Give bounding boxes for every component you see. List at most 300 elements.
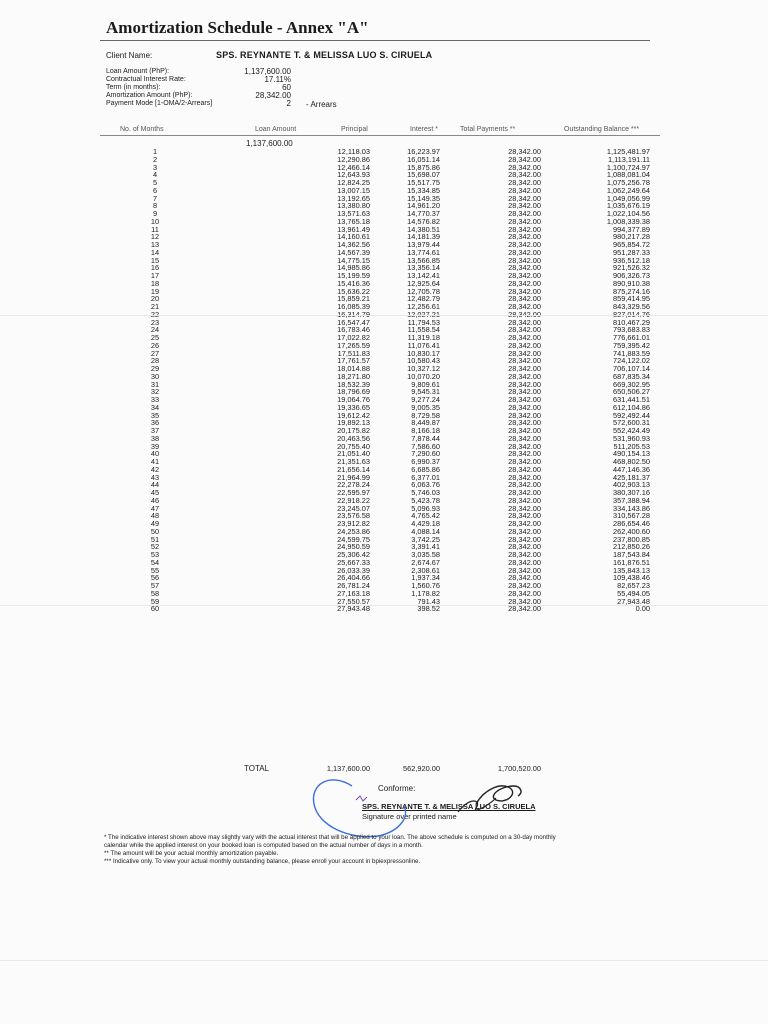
totals-principal: 1,137,600.00 <box>326 764 370 773</box>
row-interest: 8,729.58 <box>411 410 440 420</box>
row-balance: 994,377.89 <box>613 224 650 234</box>
row-balance: 237,800.85 <box>613 534 650 544</box>
row-total-payment: 28,342.00 <box>508 224 541 234</box>
row-total-payment: 28,342.00 <box>508 395 541 404</box>
row-balance: 706,107.14 <box>613 364 650 373</box>
row-total-payment: 28,342.00 <box>508 596 541 606</box>
row-interest: 16,223.97 <box>407 147 440 156</box>
row-interest: 7,586.60 <box>411 441 440 451</box>
row-principal: 13,961.49 <box>337 224 370 234</box>
row-month: 35 <box>150 410 160 420</box>
row-balance: 759,395.42 <box>613 340 650 350</box>
row-month: 57 <box>150 581 160 590</box>
row-total-payment: 28,342.00 <box>508 604 541 614</box>
row-interest: 15,149.35 <box>407 193 440 203</box>
row-principal: 13,380.80 <box>337 201 370 211</box>
row-balance: 921,526.32 <box>613 263 650 273</box>
row-interest: 11,794.53 <box>407 317 440 327</box>
row-interest: 12,482.79 <box>407 294 440 304</box>
row-balance: 135,843.13 <box>613 565 650 575</box>
row-total-payment: 28,342.00 <box>508 557 541 567</box>
row-interest: 13,566.85 <box>407 255 440 265</box>
row-interest: 6,063.76 <box>411 480 440 490</box>
row-interest: 4,765.42 <box>411 511 440 521</box>
row-balance: 906,326.73 <box>613 271 650 280</box>
row-balance: 531,960.93 <box>613 433 650 443</box>
header-outstanding-balance: Outstanding Balance *** <box>564 126 640 133</box>
row-month: 22 <box>150 309 160 319</box>
row-total-payment: 28,342.00 <box>508 495 541 505</box>
row-balance: 859,414.95 <box>613 294 650 304</box>
row-total-payment: 28,342.00 <box>508 201 541 211</box>
row-total-payment: 28,342.00 <box>508 247 541 257</box>
row-interest: 8,166.18 <box>411 426 440 435</box>
row-month: 32 <box>150 387 160 397</box>
row-total-payment: 28,342.00 <box>508 410 541 420</box>
row-principal: 16,547.47 <box>337 317 370 327</box>
info-label: Amortization Amount (PhP): <box>106 92 193 99</box>
row-total-payment: 28,342.00 <box>508 550 541 559</box>
row-principal: 22,595.97 <box>337 488 370 497</box>
row-balance: 82,657.23 <box>617 581 650 590</box>
row-balance: 612,104.86 <box>613 402 650 412</box>
row-balance: 334,143.86 <box>613 503 650 513</box>
row-total-payment: 28,342.00 <box>508 379 541 389</box>
row-interest: 398.52 <box>417 604 440 614</box>
row-interest: 12,705.78 <box>407 286 440 296</box>
row-interest: 3,742.25 <box>411 534 440 544</box>
row-principal: 26,033.39 <box>337 565 370 575</box>
row-principal: 20,463.56 <box>337 433 370 443</box>
row-balance: 1,022,104.56 <box>606 209 650 218</box>
row-month: 48 <box>150 511 160 521</box>
totals-payments: 1,700,520.00 <box>497 764 541 773</box>
row-principal: 24,599.75 <box>337 534 370 544</box>
row-balance: 1,035,676.19 <box>606 201 650 211</box>
row-interest: 9,545.31 <box>411 387 440 397</box>
row-month: 54 <box>150 557 160 567</box>
row-total-payment: 28,342.00 <box>508 232 541 242</box>
row-balance: 55,494.05 <box>617 588 650 598</box>
row-interest: 10,580.43 <box>407 356 440 366</box>
row-balance: 965,854.72 <box>613 240 650 249</box>
row-principal: 13,007.15 <box>337 185 370 195</box>
row-balance: 687,835.34 <box>613 371 650 381</box>
row-month: 24 <box>150 325 160 335</box>
row-total-payment: 28,342.00 <box>508 565 541 575</box>
row-principal: 23,912.82 <box>337 519 370 528</box>
header-interest: Interest * <box>410 126 439 133</box>
row-interest: 9,005.35 <box>411 402 440 412</box>
row-total-payment: 28,342.00 <box>508 170 541 180</box>
row-total-payment: 28,342.00 <box>508 286 541 296</box>
row-total-payment: 28,342.00 <box>508 185 541 195</box>
row-principal: 21,051.40 <box>337 449 370 459</box>
row-total-payment: 28,342.00 <box>508 302 541 311</box>
row-month: 23 <box>150 317 160 327</box>
row-interest: 3,391.41 <box>411 542 440 552</box>
row-principal: 17,761.57 <box>337 356 370 366</box>
row-balance: 262,400.60 <box>613 526 650 536</box>
row-total-payment: 28,342.00 <box>508 255 541 265</box>
row-principal: 17,265.59 <box>337 340 370 350</box>
row-principal: 23,245.07 <box>337 503 370 513</box>
row-principal: 18,014.88 <box>337 364 370 373</box>
row-total-payment: 28,342.00 <box>508 371 541 381</box>
row-balance: 490,154.13 <box>613 449 650 459</box>
row-balance: 936,512.18 <box>613 255 650 265</box>
row-interest: 10,327.12 <box>407 364 440 373</box>
client-name-value: SPS. REYNANTE T. & MELISSA LUO S. CIRUELA <box>216 50 433 60</box>
row-month: 16 <box>150 263 160 273</box>
row-month: 45 <box>150 488 160 497</box>
row-interest: 2,308.61 <box>411 565 440 575</box>
row-principal: 22,278.24 <box>337 480 370 490</box>
row-balance: 1,113,191.11 <box>607 154 650 164</box>
row-balance: 511,205.53 <box>613 441 650 451</box>
row-balance: 1,125,481.97 <box>606 147 650 156</box>
row-principal: 13,571.63 <box>337 209 370 218</box>
row-principal: 26,781.24 <box>337 581 370 590</box>
row-balance: 810,467.29 <box>613 317 650 327</box>
row-balance: 380,307.16 <box>613 488 650 497</box>
row-month: 51 <box>150 534 160 544</box>
row-month: 33 <box>150 395 160 404</box>
row-month: 46 <box>150 495 160 505</box>
row-interest: 4,429.18 <box>411 519 440 528</box>
scan-line <box>0 315 768 316</box>
row-total-payment: 28,342.00 <box>508 294 541 304</box>
row-balance: 161,876.51 <box>613 557 650 567</box>
row-principal: 16,085.39 <box>337 302 370 311</box>
row-balance: 212,850.26 <box>613 542 650 552</box>
row-total-payment: 28,342.00 <box>508 356 541 366</box>
row-total-payment: 28,342.00 <box>508 193 541 203</box>
row-month: 40 <box>150 449 160 459</box>
row-balance: 1,088,081.04 <box>606 170 650 180</box>
row-balance: 592,492.44 <box>613 410 650 420</box>
row-principal: 12,643.93 <box>337 170 370 180</box>
client-name-label: Client Name: <box>106 51 153 60</box>
row-interest: 7,878.44 <box>411 433 440 443</box>
row-principal: 24,950.59 <box>337 542 370 552</box>
row-balance: 572,600.31 <box>613 418 650 428</box>
row-principal: 16,314.79 <box>337 309 370 319</box>
row-total-payment: 28,342.00 <box>508 503 541 513</box>
row-interest: 14,770.37 <box>407 209 440 218</box>
row-total-payment: 28,342.00 <box>508 240 541 249</box>
row-principal: 21,656.14 <box>337 464 370 474</box>
row-month: 60 <box>150 604 160 614</box>
row-principal: 25,667.33 <box>337 557 370 567</box>
row-month: 29 <box>150 364 160 373</box>
row-month: 53 <box>150 550 160 559</box>
row-total-payment: 28,342.00 <box>508 449 541 459</box>
row-month: 26 <box>150 340 160 350</box>
row-month: 49 <box>150 519 160 528</box>
row-total-payment: 28,342.00 <box>508 534 541 544</box>
row-principal: 12,118.03 <box>337 147 370 156</box>
row-total-payment: 28,342.00 <box>508 348 541 358</box>
row-total-payment: 28,342.00 <box>508 418 541 428</box>
row-interest: 12,256.61 <box>407 302 440 311</box>
totals-label: TOTAL <box>244 764 270 773</box>
row-total-payment: 28,342.00 <box>508 333 541 342</box>
row-balance: 980,217.28 <box>613 232 650 242</box>
row-interest: 16,051.14 <box>407 154 440 164</box>
row-principal: 12,290.86 <box>337 154 370 164</box>
row-interest: 3,035.58 <box>411 550 440 559</box>
row-month: 56 <box>150 573 160 583</box>
signatory-name: SPS. REYNANTE T. & MELISSA LUO S. CIRUELA <box>362 802 536 811</box>
row-month: 42 <box>150 464 160 474</box>
row-total-payment: 28,342.00 <box>508 488 541 497</box>
row-total-payment: 28,342.00 <box>508 441 541 451</box>
row-total-payment: 28,342.00 <box>508 325 541 335</box>
row-interest: 13,356.14 <box>407 263 440 273</box>
row-balance: 552,424.49 <box>613 426 650 435</box>
row-balance: 650,506.27 <box>613 387 650 397</box>
row-balance: 827,014.76 <box>613 309 650 319</box>
info-value: 60 <box>282 83 291 92</box>
row-interest: 8,449.87 <box>411 418 440 428</box>
row-month: 14 <box>150 247 160 257</box>
row-balance: 468,802.50 <box>613 457 650 466</box>
row-total-payment: 28,342.00 <box>508 480 541 490</box>
row-month: 10 <box>150 216 160 226</box>
row-interest: 14,181.39 <box>407 232 440 242</box>
info-label: Contractual Interest Rate: <box>106 76 186 83</box>
conforme-label: Conforme: <box>378 784 416 793</box>
row-balance: 875,274.16 <box>613 286 650 296</box>
row-principal: 23,576.58 <box>337 511 370 521</box>
row-principal: 27,943.48 <box>337 604 370 614</box>
row-balance: 286,654.46 <box>613 519 650 528</box>
row-interest: 6,685.86 <box>411 464 440 474</box>
row-interest: 5,096.93 <box>411 503 440 513</box>
row-interest: 12,027.21 <box>407 309 440 319</box>
row-principal: 17,511.83 <box>337 348 370 358</box>
row-total-payment: 28,342.00 <box>508 364 541 373</box>
row-total-payment: 28,342.00 <box>508 542 541 552</box>
row-month: 1 <box>152 147 158 156</box>
initial-loan-amount: 1,137,600.00 <box>246 139 293 148</box>
row-total-payment: 28,342.00 <box>508 271 541 280</box>
header-loan-amount: Loan Amount <box>255 126 297 133</box>
row-interest: 11,319.18 <box>407 333 440 342</box>
payment-mode-note: - Arrears <box>306 100 337 109</box>
row-interest: 5,423.78 <box>411 495 440 505</box>
row-balance: 357,388.94 <box>613 495 650 505</box>
row-principal: 15,859.21 <box>337 294 370 304</box>
row-principal: 16,783.46 <box>337 325 370 335</box>
footnote-2: ** The amount will be your actual monthly amortization payable. <box>104 850 279 857</box>
row-interest: 7,290.60 <box>411 449 440 459</box>
row-interest: 9,277.24 <box>411 395 440 404</box>
row-month: 5 <box>152 178 158 187</box>
row-balance: 27,943.48 <box>617 596 650 606</box>
row-month: 50 <box>150 526 160 536</box>
row-interest: 15,875.86 <box>407 162 440 172</box>
row-balance: 1,100,724.97 <box>606 162 650 172</box>
row-total-payment: 28,342.00 <box>508 216 541 226</box>
row-interest: 6,990.37 <box>411 457 440 466</box>
row-total-payment: 28,342.00 <box>508 472 541 482</box>
row-month: 7 <box>152 193 158 203</box>
row-month: 25 <box>150 333 160 342</box>
row-balance: 793,683.83 <box>613 325 650 335</box>
row-month: 21 <box>150 302 160 311</box>
row-balance: 109,438.46 <box>613 573 650 583</box>
row-month: 39 <box>150 441 160 451</box>
row-month: 15 <box>150 255 160 265</box>
row-month: 58 <box>150 588 160 598</box>
row-balance: 447,146.36 <box>613 464 650 474</box>
row-principal: 14,362.56 <box>337 240 370 249</box>
row-principal: 19,612.42 <box>337 410 370 420</box>
row-principal: 15,199.59 <box>337 271 370 280</box>
row-interest: 1,178.82 <box>411 588 440 598</box>
row-total-payment: 28,342.00 <box>508 573 541 583</box>
row-month: 27 <box>150 348 160 358</box>
row-total-payment: 28,342.00 <box>508 457 541 466</box>
row-month: 8 <box>152 201 158 211</box>
row-principal: 17,022.82 <box>337 333 370 342</box>
info-value: 2 <box>286 99 291 108</box>
row-interest: 11,076.41 <box>407 340 440 350</box>
row-total-payment: 28,342.00 <box>508 426 541 435</box>
row-month: 12 <box>150 232 160 242</box>
row-total-payment: 28,342.00 <box>508 526 541 536</box>
footnote-1: * The indicative interest shown above may slightly vary with the actual interest that will be applied to your loan. The above schedule is computed on a 30-day monthly calendar while the applied interest on your booked loan is computed based on the actual number of days in a month. <box>104 834 556 849</box>
row-principal: 26,404.66 <box>337 573 370 583</box>
row-month: 20 <box>150 294 160 304</box>
row-total-payment: 28,342.00 <box>508 581 541 590</box>
row-month: 11 <box>151 224 159 234</box>
row-principal: 20,755.40 <box>337 441 370 451</box>
row-month: 52 <box>150 542 160 552</box>
row-month: 55 <box>150 565 160 575</box>
row-month: 44 <box>150 480 160 490</box>
row-principal: 27,163.18 <box>337 588 370 598</box>
row-interest: 1,937.34 <box>411 573 440 583</box>
info-label: Payment Mode [1-OMA/2-Arrears] <box>106 100 213 107</box>
scan-line <box>0 960 768 961</box>
row-balance: 402,903.13 <box>613 480 650 490</box>
row-total-payment: 28,342.00 <box>508 588 541 598</box>
row-principal: 15,636.22 <box>337 286 370 296</box>
row-interest: 5,746.03 <box>411 488 440 497</box>
footnote-3: *** Indicative only. To view your actual monthly outstanding balance, please enroll your account in bpiexpressonline. <box>104 858 421 865</box>
row-total-payment: 28,342.00 <box>508 519 541 528</box>
row-principal: 19,336.65 <box>337 402 370 412</box>
row-balance: 741,883.59 <box>613 348 650 358</box>
row-month: 13 <box>150 240 160 249</box>
row-principal: 18,271.80 <box>337 371 370 381</box>
row-month: 38 <box>150 433 160 443</box>
row-month: 19 <box>150 286 160 296</box>
row-interest: 1,560.76 <box>411 581 440 590</box>
row-interest: 14,961.20 <box>407 201 440 211</box>
row-month: 47 <box>150 503 160 513</box>
row-principal: 14,775.15 <box>337 255 370 265</box>
row-month: 36 <box>150 418 160 428</box>
row-principal: 25,306.42 <box>337 550 370 559</box>
row-principal: 24,253.86 <box>337 526 370 536</box>
scan-line <box>0 605 768 606</box>
row-balance: 843,329.56 <box>613 302 650 311</box>
row-month: 17 <box>150 271 160 280</box>
row-balance: 1,075,256.78 <box>606 178 650 187</box>
row-interest: 10,070.20 <box>407 371 440 381</box>
row-total-payment: 28,342.00 <box>508 209 541 218</box>
row-interest: 14,576.82 <box>407 216 440 226</box>
row-principal: 18,796.69 <box>337 387 370 397</box>
row-month: 9 <box>152 209 158 218</box>
row-month: 41 <box>150 457 160 466</box>
row-principal: 21,351.63 <box>337 457 370 466</box>
row-balance: 310,567.28 <box>613 511 650 521</box>
row-month: 43 <box>150 472 160 482</box>
row-interest: 9,809.61 <box>411 379 440 389</box>
row-total-payment: 28,342.00 <box>508 309 541 319</box>
row-principal: 22,918.22 <box>337 495 370 505</box>
row-interest: 15,517.75 <box>407 178 440 187</box>
row-principal: 27,550.57 <box>337 596 370 606</box>
row-principal: 15,416.36 <box>337 278 370 288</box>
row-principal: 14,567.39 <box>337 247 370 257</box>
row-principal: 21,964.99 <box>337 472 370 482</box>
row-month: 4 <box>152 170 158 180</box>
row-interest: 14,380.51 <box>407 224 440 234</box>
row-total-payment: 28,342.00 <box>508 278 541 288</box>
row-total-payment: 28,342.00 <box>508 387 541 397</box>
row-total-payment: 28,342.00 <box>508 464 541 474</box>
row-balance: 187,543.84 <box>613 550 650 559</box>
row-interest: 15,334.85 <box>407 185 440 195</box>
info-value: 17.11% <box>264 75 291 84</box>
row-principal: 12,824.25 <box>337 178 370 187</box>
footnotes <box>104 834 564 866</box>
row-month: 30 <box>150 371 160 381</box>
row-balance: 1,049,056.99 <box>606 193 650 203</box>
row-total-payment: 28,342.00 <box>508 433 541 443</box>
totals-interest: 562,920.00 <box>403 764 440 773</box>
info-value: 1,137,600.00 <box>244 67 291 76</box>
row-balance: 776,661.01 <box>613 333 650 342</box>
row-interest: 13,142.41 <box>407 271 440 280</box>
row-month: 28 <box>150 356 160 366</box>
row-principal: 13,765.18 <box>337 216 370 226</box>
row-interest: 2,674.67 <box>411 557 440 567</box>
row-total-payment: 28,342.00 <box>508 154 541 164</box>
row-total-payment: 28,342.00 <box>508 511 541 521</box>
row-principal: 14,160.61 <box>337 232 370 242</box>
info-label: Term (in months): <box>106 84 161 91</box>
row-balance: 1,008,339.38 <box>606 216 650 226</box>
row-total-payment: 28,342.00 <box>508 317 541 327</box>
row-month: 3 <box>152 162 158 172</box>
row-balance: 724,122.02 <box>613 356 650 366</box>
row-month: 34 <box>150 402 160 412</box>
info-label: Loan Amount (PhP): <box>106 68 170 75</box>
row-interest: 4,088.14 <box>411 526 440 536</box>
row-balance: 669,302.95 <box>613 379 650 389</box>
row-month: 59 <box>150 596 160 606</box>
row-total-payment: 28,342.00 <box>508 147 541 156</box>
row-balance: 890,910.38 <box>613 278 650 288</box>
row-principal: 13,192.65 <box>337 193 370 203</box>
